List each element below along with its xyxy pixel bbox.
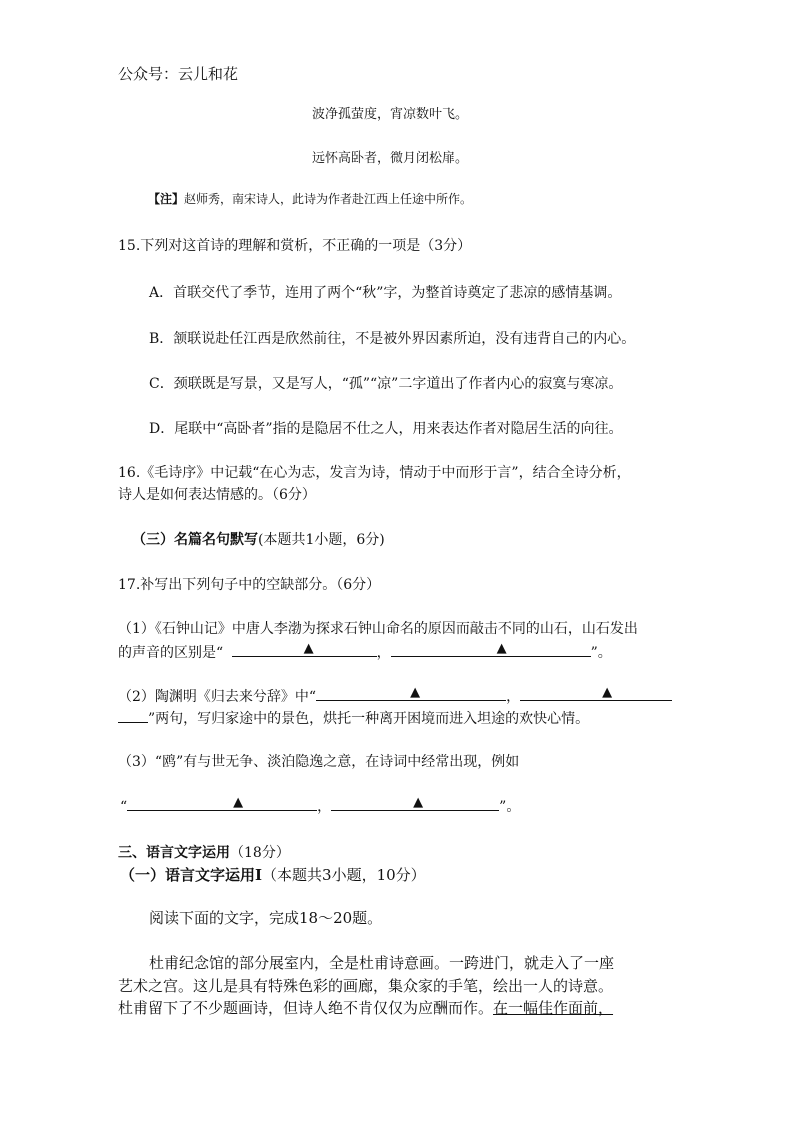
q15-stem: 15.下列对这首诗的理解和赏析，不正确的一项是（3分） — [118, 238, 472, 254]
q15-option-d: D．尾联中“高卧者”指的是隐居不仕之人，用来表达作者对隐居生活的向往。 — [149, 421, 623, 437]
q15-option-a: A．首联交代了季节，连用了两个“秋”字，为整首诗奠定了悲凉的感情基调。 — [149, 285, 622, 301]
part3-1-info: （本题共3小题，10分） — [262, 866, 426, 884]
passage-line-1: 杜甫纪念馆的部分展室内，全是杜甫诗意画。一跨进门，就走入了一座 — [149, 954, 615, 972]
part3-1-title: （一）语言文字运用Ⅰ — [120, 866, 263, 884]
close-quote: ”。 — [499, 799, 521, 815]
part3-heading — [118, 842, 290, 862]
answer-blank-4-continued[interactable] — [118, 707, 148, 723]
part3-1-heading — [120, 864, 426, 885]
q17-p1-line-1: （1）《石钟山记》中唐人李渤为探求石钟山命名的原因而敲击不同的山石，山石发出 — [118, 621, 638, 637]
q16-line-1: 16.《毛诗序》中记载“在心为志，发言为诗，情动于中而形于言”，结合全诗分析， — [118, 465, 631, 481]
answer-blank-5[interactable] — [127, 795, 317, 811]
blank-marker: ▲ — [410, 685, 421, 700]
answer-blank-2[interactable] — [391, 641, 591, 657]
close-quote: ”。 — [590, 645, 612, 661]
q17-p2-line-1 — [118, 685, 672, 706]
blank-marker: ▲ — [303, 641, 314, 656]
note-text: 赵师秀，南宋诗人，此诗为作者赴江西上任途中所作。 — [184, 192, 473, 206]
part3-title: 三、语言文字运用 — [118, 845, 230, 861]
q17-p1-line-2 — [118, 641, 612, 662]
q15-option-c: C．颈联既是写景，又是写人，“孤”“凉”二字道出了作者内心的寂寞与寒凉。 — [149, 376, 623, 392]
poem-line-1: 波净孤萤度，宵凉数叶飞。 — [312, 107, 469, 122]
q16-line-2: 诗人是如何表达情感的。（6分） — [118, 487, 316, 503]
comma: ， — [506, 689, 521, 705]
part3-info: （18分） — [230, 845, 290, 861]
answer-blank-1[interactable] — [232, 641, 377, 657]
poem-line-2: 远怀高卧者，微月闭松扉。 — [312, 151, 469, 166]
blank-marker: ▲ — [413, 795, 424, 810]
q17-p1-prefix: 的声音的区别是“ — [118, 645, 224, 661]
q15-option-b: B．颔联说赴任江西是欣然前往，不是被外界因素所迫，没有违背自己的内心。 — [149, 331, 636, 347]
header-label: 公众号：云儿和花 — [118, 65, 239, 83]
q17-p2-suffix: ”两句，写归家途中的景色，烘托一种离开困境而进入坦途的欢快心情。 — [148, 711, 590, 727]
open-quote: “ — [120, 799, 128, 815]
q17-p2-prefix: （2）陶渊明《归去来兮辞》中“ — [118, 689, 317, 705]
note — [148, 190, 472, 207]
passage-line-3 — [118, 997, 613, 1018]
q17-stem: 17.补写出下列句子中的空缺部分。（6分） — [118, 577, 381, 593]
q17-p3-line-1: （3）“鸥”有与世无争、淡泊隐逸之意，在诗词中经常出现，例如 — [118, 754, 520, 770]
q17-p3-line-2 — [120, 795, 520, 816]
blank-marker: ▲ — [602, 685, 613, 700]
q17-p2-line-2 — [118, 707, 589, 728]
section3-title: （三）名篇名句默写 — [132, 532, 258, 548]
comma: ， — [376, 645, 391, 661]
answer-blank-3[interactable] — [316, 685, 506, 701]
answer-blank-6[interactable] — [331, 795, 499, 811]
section3-heading — [132, 529, 385, 549]
blank-marker: ▲ — [233, 795, 244, 810]
passage-underlined-phrase: 在一幅佳作面前， — [493, 999, 614, 1017]
note-mark: 【注】 — [148, 192, 185, 206]
instruction: 阅读下面的文字，完成18～20题。 — [149, 909, 383, 927]
passage-line-2: 艺术之宫。这儿是具有特殊色彩的画廊，集众家的手笔，绘出一人的诗意。 — [118, 977, 614, 995]
section3-info: (本题共1小题，6分) — [258, 532, 385, 548]
answer-blank-4[interactable] — [520, 685, 672, 701]
blank-marker: ▲ — [496, 641, 507, 656]
comma: ， — [317, 799, 332, 815]
passage-line-3-plain: 杜甫留下了不少题画诗，但诗人绝不肯仅仅为应酬而作。 — [118, 999, 494, 1017]
